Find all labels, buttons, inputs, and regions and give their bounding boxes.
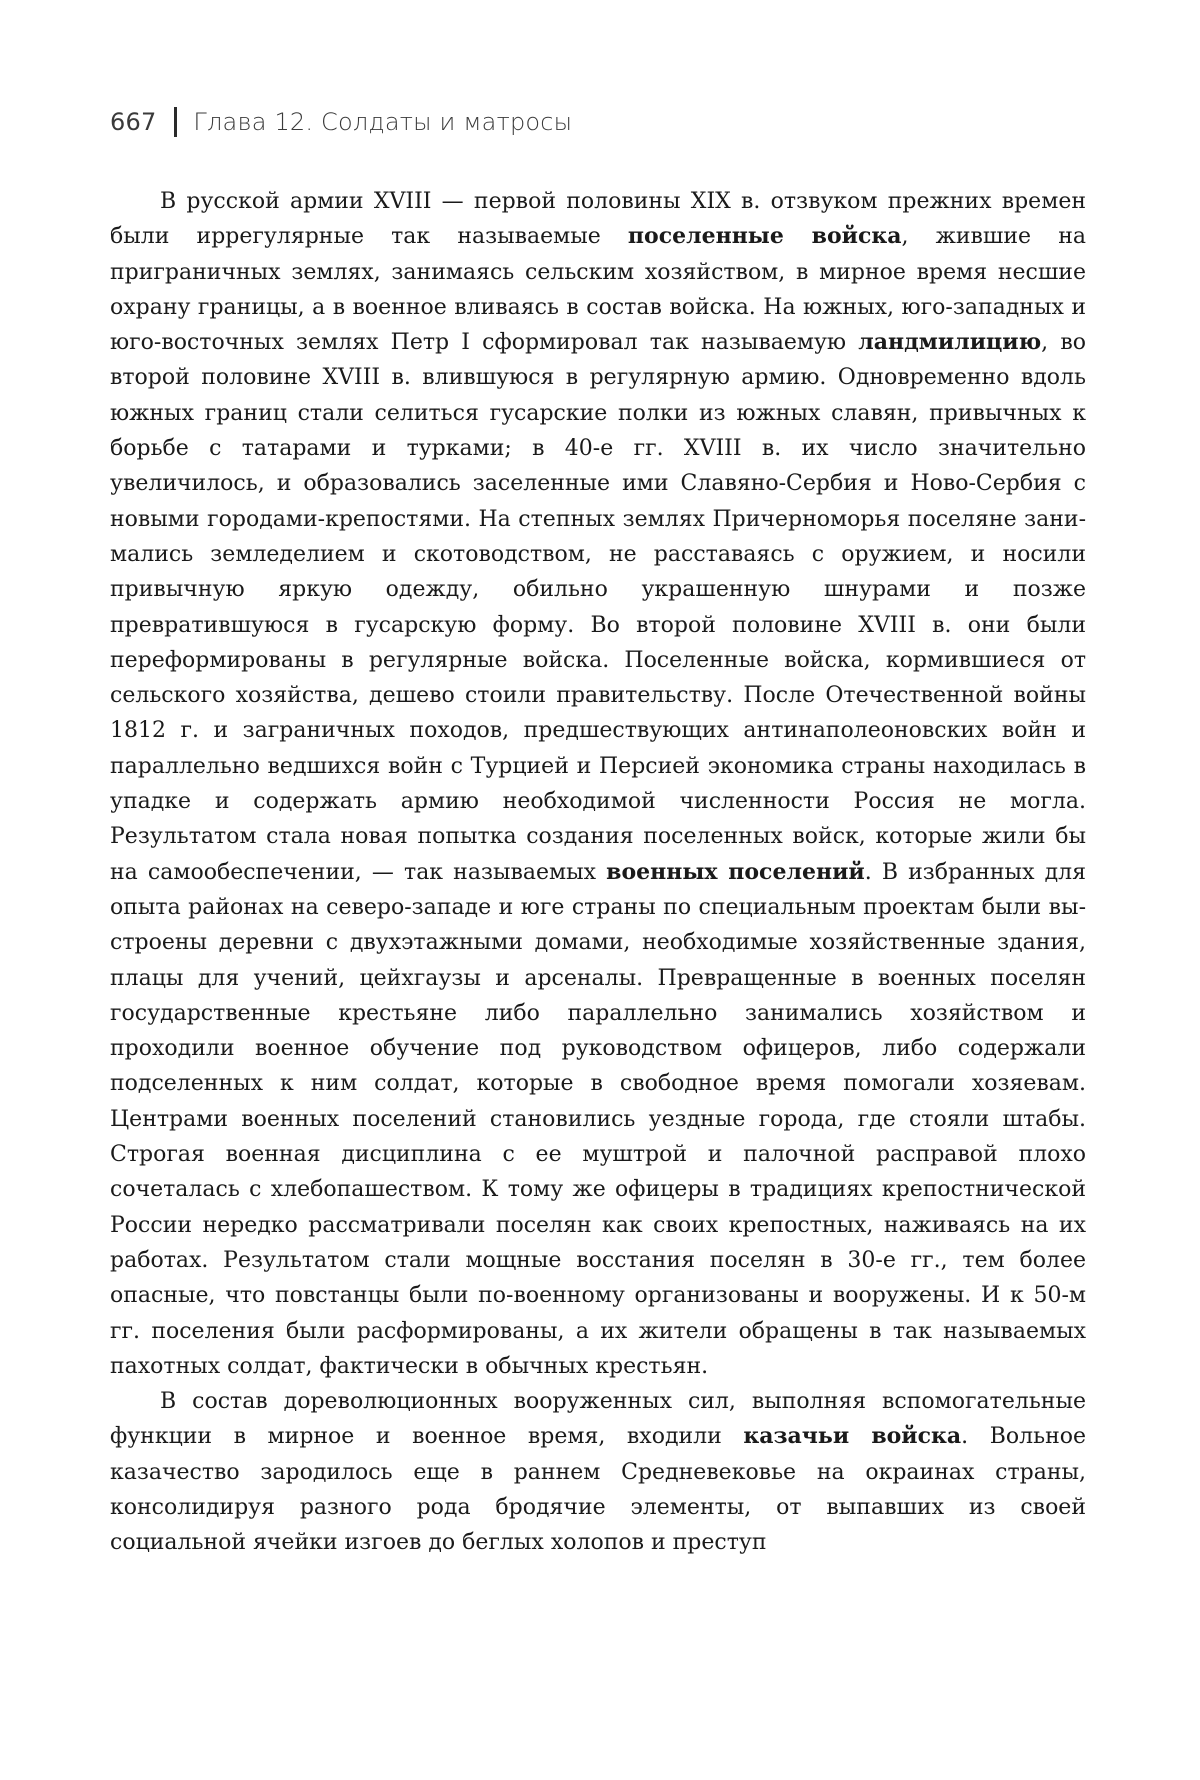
text-run: В состав дореволюционных вооруженных сил, выполняя вспомогательные функции в мирное и военное время, входили [110, 1389, 1086, 1450]
body-text [110, 184, 1086, 1561]
chapter-title: Глава 12. Солдаты и матросы [193, 108, 573, 136]
bold-term-poselennye-voyska: поселенные войска [627, 223, 902, 250]
header-divider [174, 107, 177, 137]
text-run: , жившие на приграничных землях, занимаясь сельским хозяйством, в мирное время несшие охрану границы, а в военное вливаясь в состав войска. На южных, юго-западных и юго-восточных землях Петр I сформировал так называемую [110, 224, 1086, 356]
bold-term-landmilitsiya: ландмилицию [858, 329, 1042, 356]
paragraph-1 [110, 184, 1086, 1384]
text-run: , во второй половине XVIII в. влившуюся в регулярную армию. Одновременно вдоль южных границ стали селиться гусарские полки из южных славян, привычных к борьбе с татарами и турками; в 40-е гг. XVIII в. их число значительно увеличилось, и образовались заселенные ими Славяно-Сербия и Ново-Сербия с новыми городами-крепостями. На степных землях Причерноморья поселяне занимались земледелием и скотоводством, не расставаясь с оружием, и носили привычную яркую одежду, обильно украшенную шнурами и позже превратившуюся в гусарскую форму. Во второй половине XVIII в. они были переформированы в регулярные войска. Поселенные войска, кормившиеся от сельского хозяйства, дешево стоили правительству. После Отечественной войны 1812 г. и заграничных походов, предшествующих антинаполеоновских войн и параллельно ведшихся войн с Турцией и Персией экономика страны находилась в упадке и содержать армию необходимой численности Россия не могла. Результатом стала новая попытка создания поселенных войск, которые жили бы на самообеспечении, — так называемых [110, 330, 1086, 885]
bold-term-kazachi-voyska: казачьи войска [743, 1423, 962, 1450]
bold-term-voennye-poseleniya: военных поселений [606, 858, 865, 885]
text-run: В русской армии XVIII — первой половины XIX в. отзвуком прежних времен были иррегулярные так называемые [110, 189, 1086, 250]
page-number: 667 [110, 108, 157, 136]
paragraph-2 [110, 1384, 1086, 1560]
running-head [110, 100, 572, 144]
text-run: . Вольное казачество зародилось еще в раннем Средневековье на окраинах страны, консолидируя разного рода бродячие элементы, от выпавших из своей социальной ячейки изгоев до беглых холопов и преступ [110, 1424, 1087, 1556]
text-run: . В избранных для опыта районах на северо-западе и юге страны по специальным проектам были выстроены деревни с двухэтажными домами, необходимые хозяйственные здания, плацы для учений, цейхгаузы и арсеналы. Превращенные в военных поселян государственные крестьяне либо параллельно занимались хозяйством и проходили военное обучение под руководством офицеров, либо содержали подселенных к ним солдат, которые в свободное время помогали хозяевам. Центрами военных поселений становились уездные города, где стояли штабы. Строгая военная дисциплина с ее муштрой и палочной расправой плохо сочеталась с хлебопашеством. К тому же офицеры в традициях крепостнической России нередко рассматривали поселян как своих крепостных, наживаясь на их работах. Результатом стали мощные восстания поселян в 30-е гг., тем более опасные, что повстанцы были по-военному организованы и вооружены. И к 50-м гг. поселения были расформированы, а их жители обращены в так называемых пахотных солдат, фактически в обычных крестьян. [110, 859, 1086, 1379]
